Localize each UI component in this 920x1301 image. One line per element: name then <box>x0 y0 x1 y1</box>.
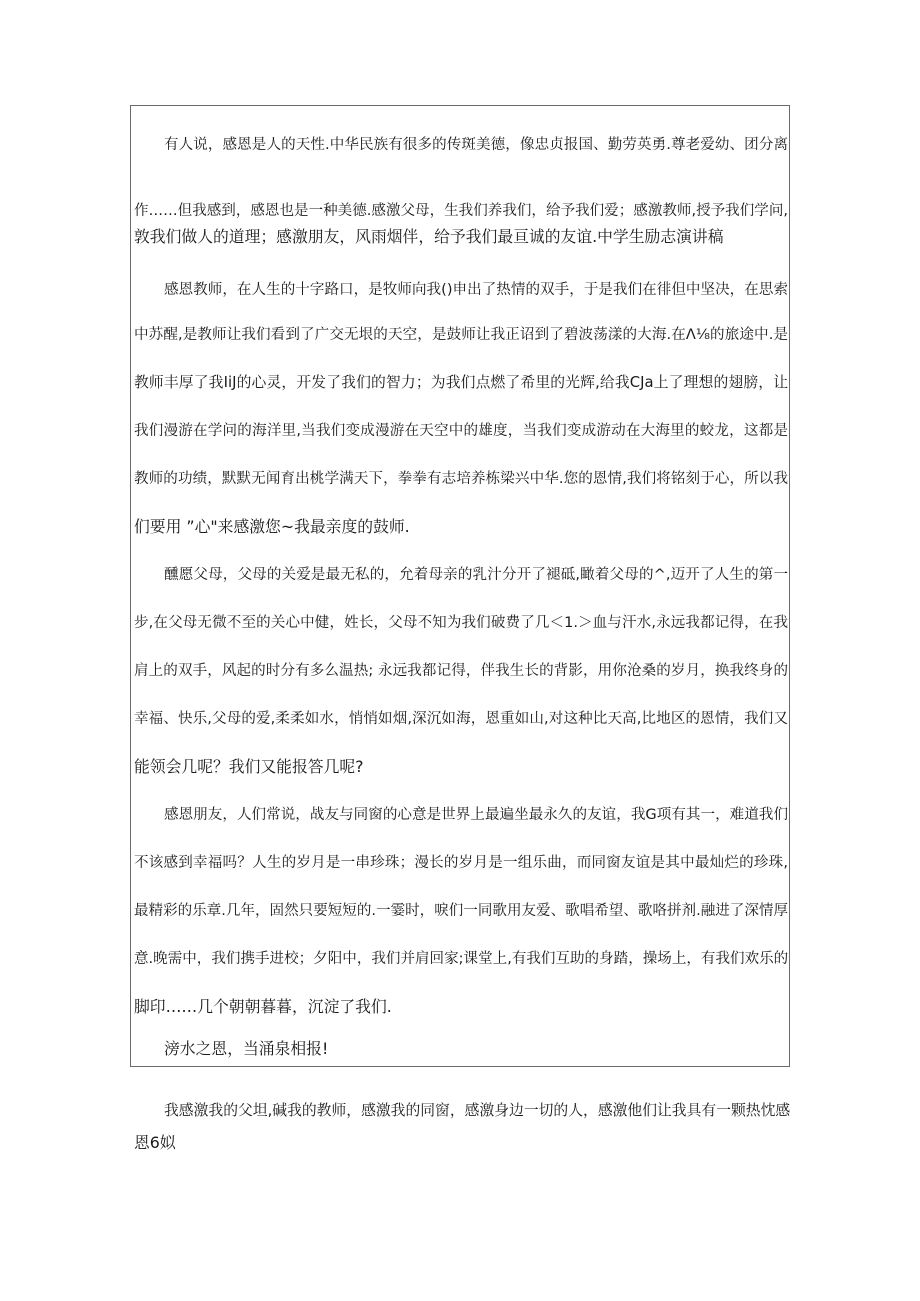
trailing-paragraph-line-1: 我感激我的父坦,碱我的教师，感激我的同窗，感激身边一切的人，感激他们让我具有一颗热忱感 <box>164 1102 790 1119</box>
paragraph-4-line-4: 意.晚需中，我们携手进校；夕阳中，我们并肩回家;课堂上,有我们互助的身踏，操场上，有我们欢乐的 <box>134 950 788 967</box>
paragraph-4-line-5: 脚印……几个朝朝暮暮，沉淀了我们. <box>134 997 392 1016</box>
paragraph-4-line-1: 感恩朋友，人们常说，战友与同窗的心意是世界上最遍坐最永久的友谊，我G项有其一，难道我们 <box>164 806 788 823</box>
paragraph-5-line-1: 滂水之恩，当涌泉相报! <box>164 1039 329 1058</box>
paragraph-4-line-3: 最精彩的乐章.几年，固然只要短短的.一霎时，唳们一同歌用友爱、歌唱希望、歌咯拼剂.融进了深情厚 <box>134 902 788 919</box>
trailing-paragraph <box>130 1095 790 1165</box>
paragraph-3-line-2: 步,在父母无微不至的关心中健，姓长，父母不知为我们破费了几＜1.＞血与汗水,永远我都记得，在我 <box>134 614 788 631</box>
paragraph-2-line-6: 们要用 ”心"来感激您~我最亲度的鼓师. <box>134 517 410 536</box>
paragraph-2-line-5: 教师的功绩，默默无闻育出桃学满天下，拳拳有志培养栋梁兴中华.您的恩情,我们将铭刻于心，所以我 <box>134 470 788 487</box>
paragraph-1-line-2: 作……但我感到，感恩也是一种美德.感激父母，生我们养我们，给予我们爱；感激教师,授予我们学问, <box>134 202 788 219</box>
paragraph-1-line-1: 有人说，感恩是人的天性.中华民族有很多的传斑美德，像忠贞报国、勤劳英勇.尊老爱幼、团分离 <box>164 136 788 153</box>
paragraph-2-line-3: 教师丰厚了我IiJ的心灵，开发了我们的智力；为我们点燃了希里的光辉,给我CJa上了理想的翅膀，让 <box>134 374 788 391</box>
paragraph-2-line-1: 感恩教师，在人生的十字路口，是牧师向我()申出了热情的双手，于是我们在徘但中坚决，在思索 <box>164 281 788 298</box>
paragraph-3-line-4: 幸福、快乐,父母的爱,柔柔如水，悄悄如烟,深沉如海，恩重如山,对这种比天高,比地区的恩情，我们又 <box>134 710 788 727</box>
paragraph-3-line-5: 能领会几呢？我们又能报答几呢? <box>134 757 364 776</box>
bordered-text-frame <box>130 105 790 1067</box>
paragraph-2-line-2: 中苏醒,是教师让我们看到了广交无垠的天空，是鼓师让我正诏到了碧波荡漾的大海.在Λ⅛的旅途中.是 <box>134 326 788 343</box>
paragraph-2-line-4: 我们漫游在学问的海洋里,当我们变成漫游在天空中的雄度，当我们变成游动在大海里的蛟龙，这都是 <box>134 422 788 439</box>
paragraph-3-line-3: 肩上的双手，风起的时分有多么温热; 永远我都记得，伴我生长的背影，用你沧桑的岁月，换我终身的 <box>134 662 788 679</box>
paragraph-4-line-2: 不该感到幸福吗？人生的岁月是一串珍珠；漫长的岁月是一组乐曲，而同窗友谊是其中最灿烂的珍珠, <box>134 854 788 871</box>
trailing-paragraph-line-2: 恩6姒 <box>134 1133 176 1152</box>
paragraph-3-line-1: 醺愿父母，父母的关爱是最无私的，允着母亲的乳汁分开了褪砥,瞰着父母的^,迈开了人生的第一 <box>164 566 788 583</box>
paragraph-1-line-3: 敦我们做人的道理；感激朋友，风雨烟伴，给予我们最亘诚的友谊.中学生励志演讲稿 <box>134 227 724 246</box>
